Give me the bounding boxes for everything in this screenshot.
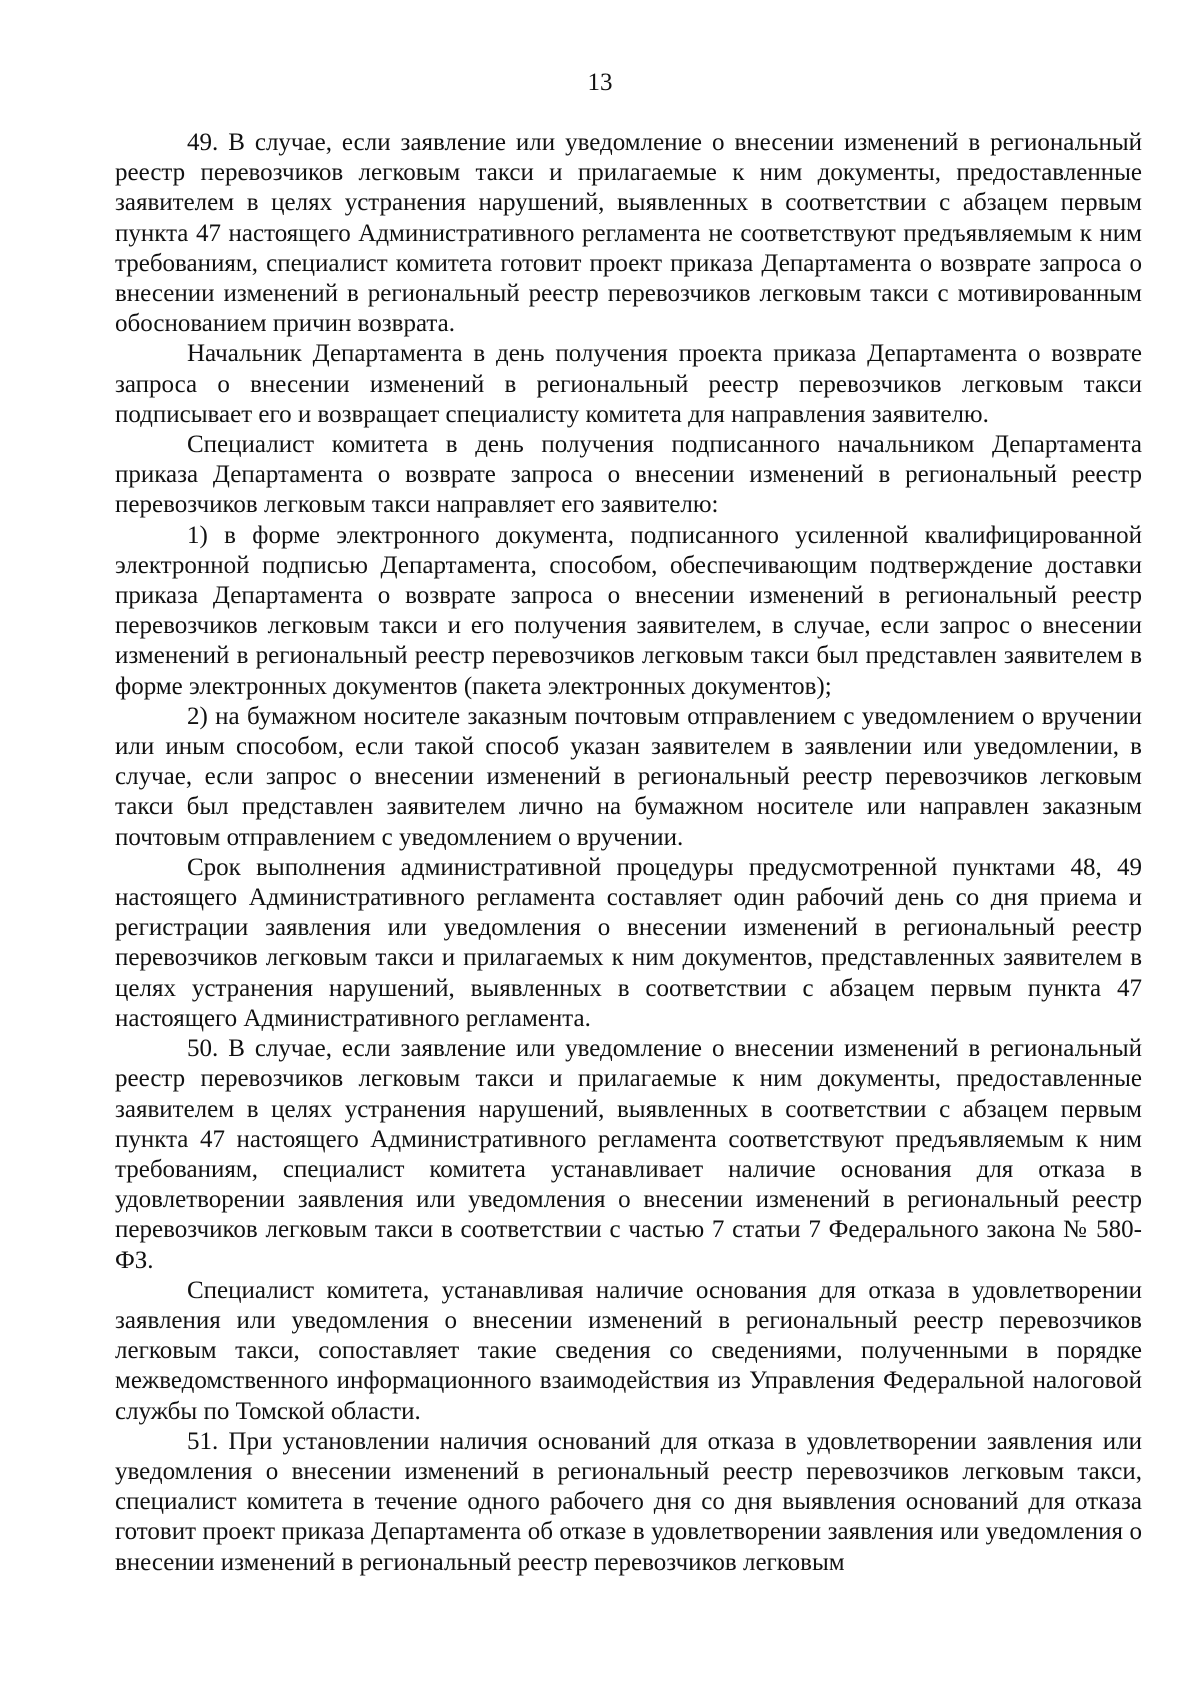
paragraph-50: 50. В случае, если заявление или уведомление о внесении изменений в региональный реестр перевозчиков легковым такси и прилагаемые к ним документы, предоставленные заявителем в целях устранения нарушений, выявленных в соответствии с абзацем первым пункта 47 настоящего Административного регламента соответствуют предъявляемым к ним требованиям, специалист комитета устанавливает наличие основания для отказа в удовлетворении заявления или уведомления о внесении изменений в региональный реестр перевозчиков легковым такси в соответствии с частью 7 статьи 7 Федерального закона № 580-ФЗ. [115,1035,1142,1274]
paragraph-51: 51. При установлении наличия оснований для отказа в удовлетворении заявления или уведомления о внесении изменений в региональный реестр перевозчиков легковым такси, специалист комитета в течение одного рабочего дня со дня выявления оснований для отказа готовит проект приказа Департамента об отказе в удовлетворении заявления или уведомления о внесении изменений в региональный реестр перевозчиков легковым [115,1427,1142,1576]
paragraph-49: 49. В случае, если заявление или уведомление о внесении изменений в региональный реестр перевозчиков легковым такси и прилагаемые к ним документы, предоставленные заявителем в целях устранения нарушений, выявленных в соответствии с абзацем первым пункта 47 настоящего Административного регламента не соответствуют предъявляемым к ним требованиям, специалист комитета готовит проект приказа Департамента о возврате запроса о внесении изменений в региональный реестр перевозчиков легковым такси с мотивированным обоснованием причин возврата. [115,129,1142,338]
page-number: 13 [587,69,613,96]
page-body [115,128,1142,1578]
paragraph-item-2: 2) на бумажном носителе заказным почтовым отправлением с уведомлением о вручении или иным способом, если такой способ указан заявителем в заявлении или уведомлении, в случае, если запрос о внесении изменений в региональный реестр перевозчиков легковым такси был представлен заявителем лично на бумажном носителе или направлен заказным почтовым отправлением с уведомлением о вручении. [115,702,1142,851]
paragraph-item-1: 1) в форме электронного документа, подписанного усиленной квалифицированной электронной подписью Департамента, способом, обеспечивающим подтверждение доставки приказа Департамента о возврате запроса о внесении изменений в региональный реестр перевозчиков легковым такси и его получения заявителем, в случае, если запрос о внесении изменений в региональный реестр перевозчиков легковым такси был представлен заявителем в форме электронных документов (пакета электронных документов); [115,521,1142,700]
paragraph-specialist-sends: Специалист комитета в день получения подписанного начальником Департамента приказа Департамента о возврате запроса о внесении изменений в региональный реестр перевозчиков легковым такси направляет его заявителю: [115,431,1142,519]
paragraph-specialist-compares: Специалист комитета, устанавливая наличие основания для отказа в удовлетворении заявления или уведомления о внесении изменений в региональный реестр перевозчиков легковым такси, сопоставляет такие сведения со сведениями, полученными в порядке межведомственного информационного взаимодействия из Управления Федеральной налоговой службы по Томской области. [115,1276,1142,1425]
paragraph-head-signature: Начальник Департамента в день получения проекта приказа Департамента о возврате запроса о внесении изменений в региональный реестр перевозчиков легковым такси подписывает его и возвращает специалисту комитета для направления заявителю. [115,340,1142,428]
paragraph-deadline: Срок выполнения административной процедуры предусмотренной пунктами 48, 49 настоящего Административного регламента составляет один рабочий день со дня приема и регистрации заявления или уведомления о внесении изменений в региональный реестр перевозчиков легковым такси и прилагаемых к ним документов, представленных заявителем в целях устранения нарушений, выявленных в соответствии с абзацем первым пункта 47 настоящего Административного регламента. [115,853,1142,1032]
